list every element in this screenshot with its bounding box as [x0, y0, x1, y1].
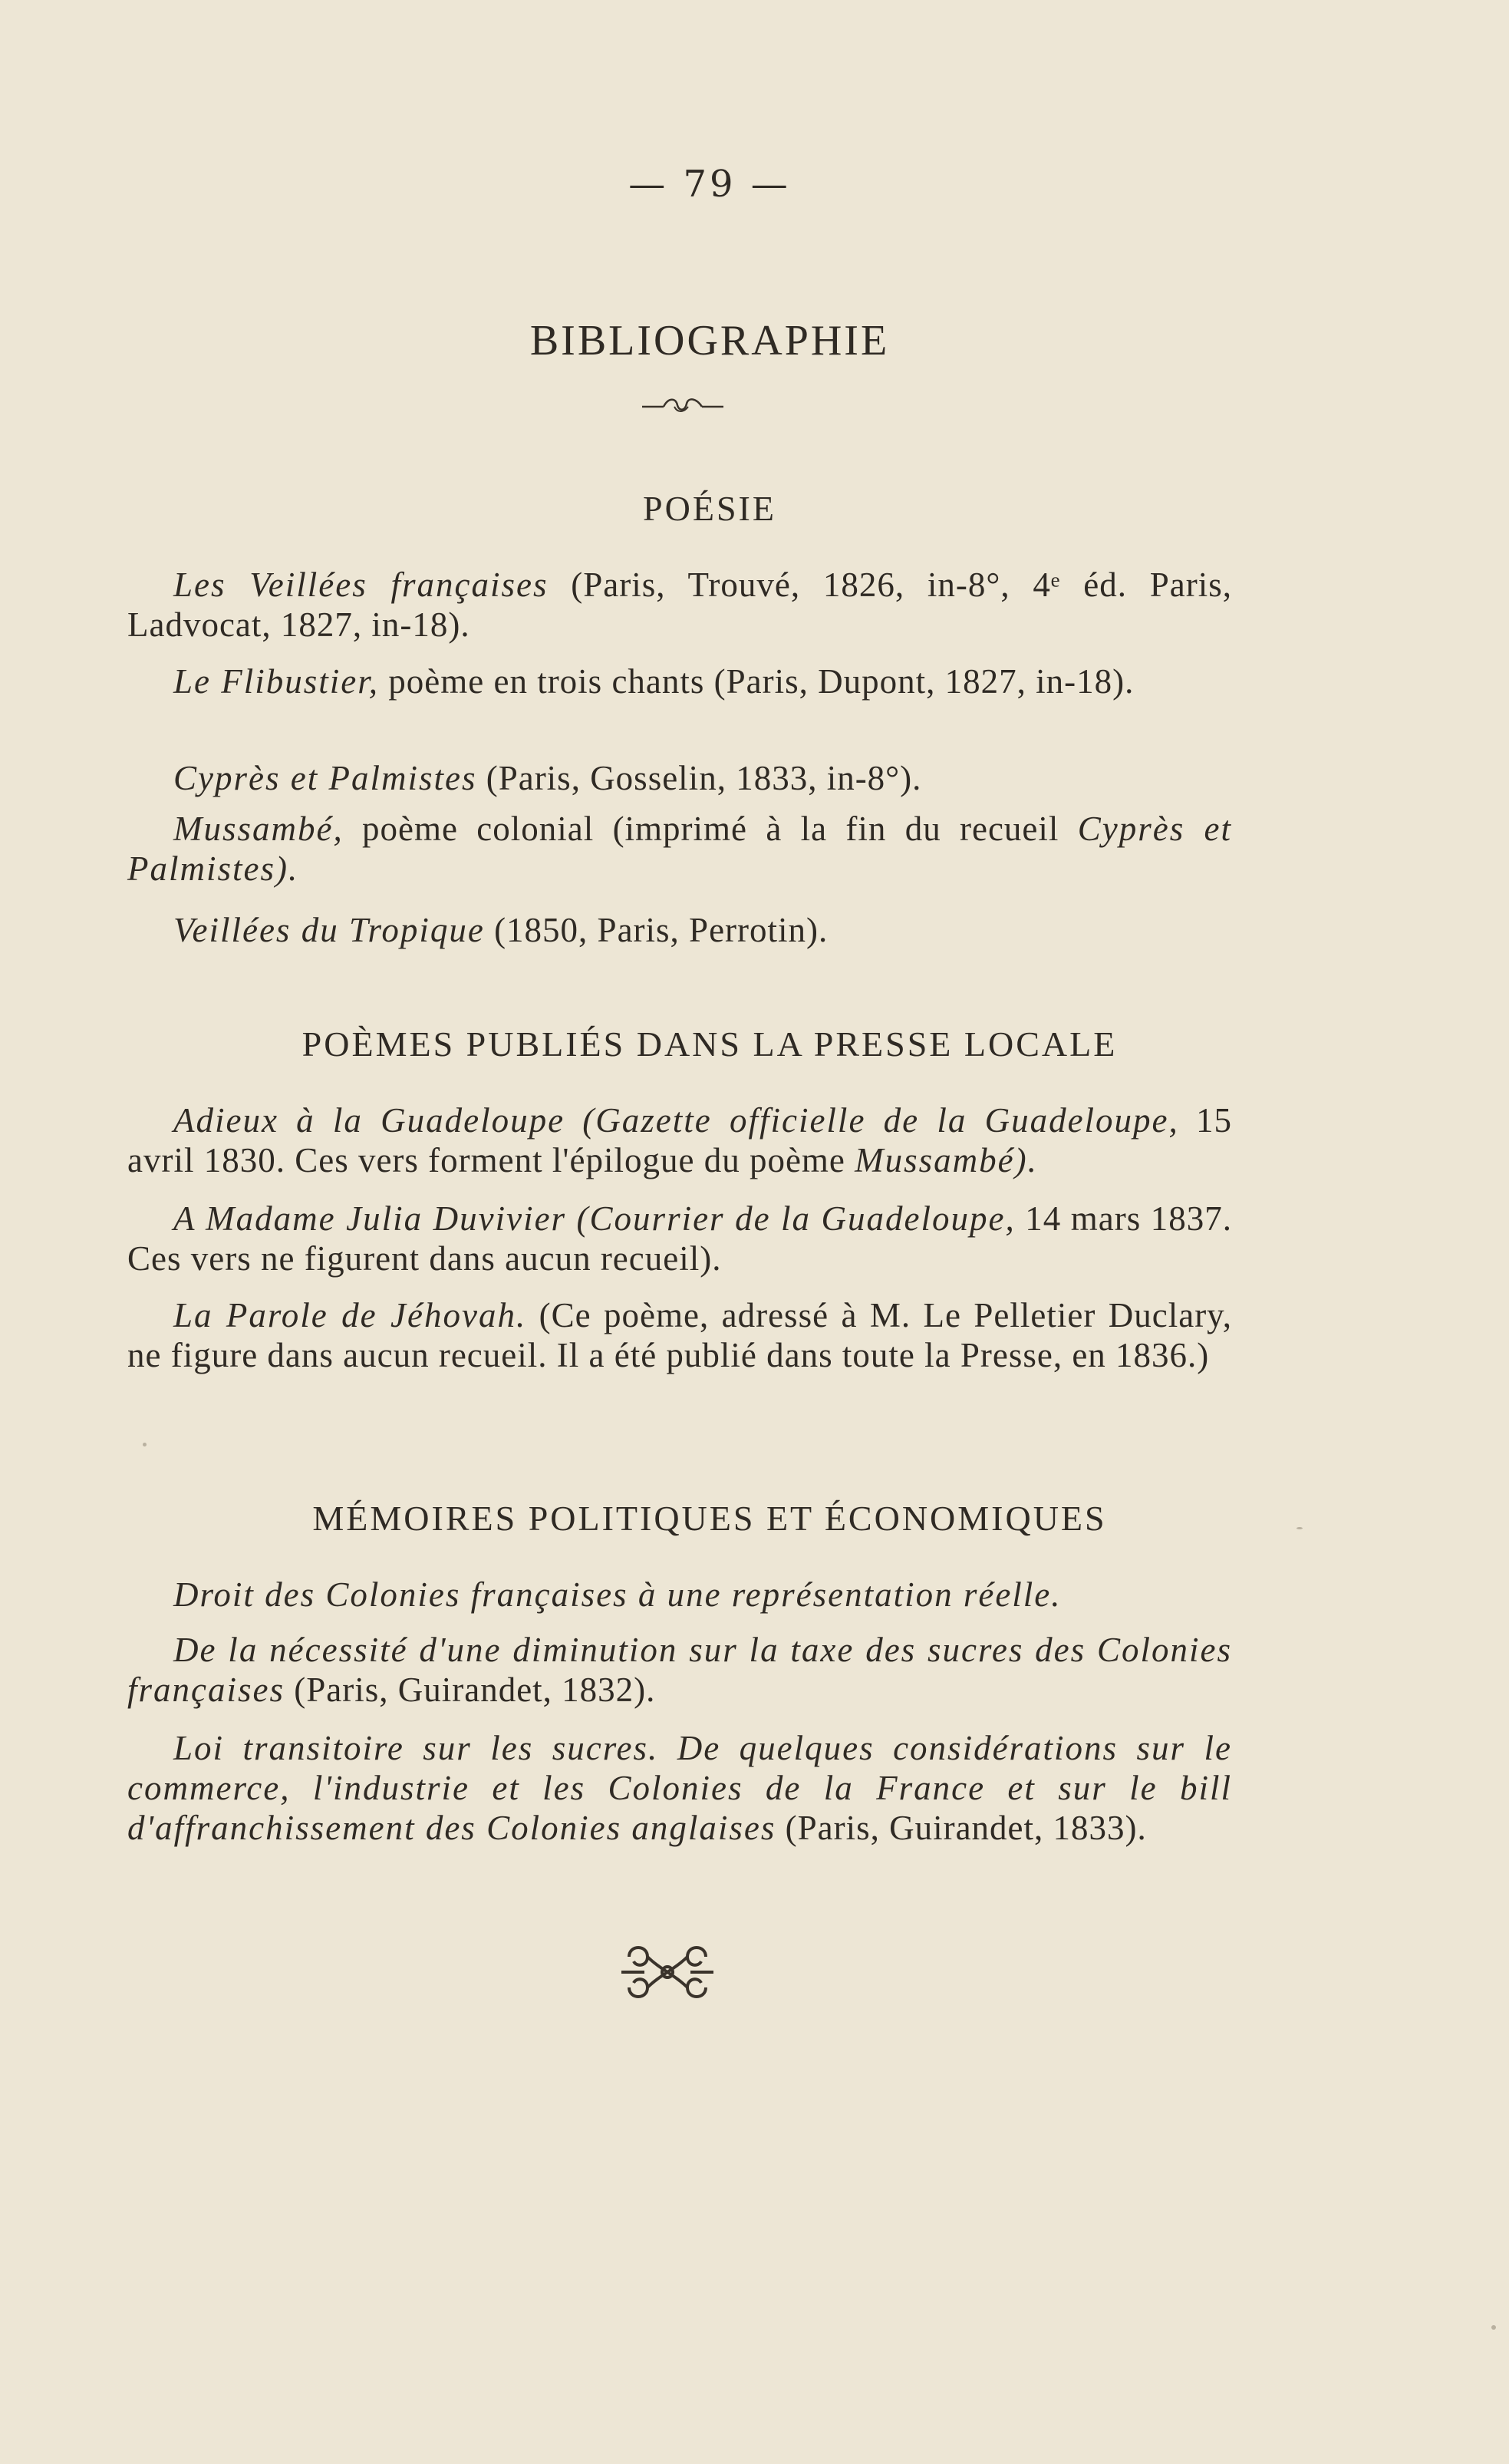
bibliography-entry [127, 1295, 1232, 1375]
entry-title: Loi transitoire sur les sucres. De quelques considérations sur le commerce, l'industrie et les Colonies de la France et sur le bill d'affranchissement des Colonies anglaises [127, 1729, 1232, 1847]
bibliography-entry [127, 1728, 1232, 1848]
entry-details: poème colonial (imprimé à la fin du recueil [343, 810, 1078, 848]
entry-title: Veillées du Tropique [173, 911, 485, 949]
entry-details: (Paris, Guirandet, 1833). [776, 1809, 1147, 1847]
entry-details: (1850, Paris, Perrotin). [484, 911, 829, 949]
title-ornament-icon [641, 393, 725, 416]
bibliography-entry [127, 1199, 1232, 1278]
bibliography-entry [127, 1630, 1232, 1710]
bibliography-entry [127, 1575, 1232, 1615]
entry-poem-title: Mussambé). [855, 1141, 1038, 1179]
paper-speck [1491, 2325, 1496, 2330]
fleuron-ornament-icon [614, 1941, 721, 2003]
entry-title: A Madame Julia Duvivier (Courrier de la Guadeloupe, [173, 1199, 1016, 1238]
section-heading-presse-locale: POÈMES PUBLIÉS DANS LA PRESSE LOCALE [301, 1024, 1118, 1064]
entry-details: (Paris, Gosselin, 1833, in-8°). [476, 759, 922, 797]
entry-title: Droit des Colonies françaises à une représentation réelle. [173, 1575, 1062, 1614]
paper-speck [1296, 1527, 1303, 1529]
entry-title: Le Flibustier, [173, 662, 380, 701]
entry-title: Mussambé, [173, 810, 344, 848]
entry-details: 15 avril 1830. Ces vers forment l'épilogue du poème [127, 1101, 1233, 1179]
entry-details: (Paris, Trouvé, 1826, in-8°, 4ᵉ éd. Paris, Ladvocat, 1827, in-18). [127, 566, 1232, 644]
bibliography-entry [127, 565, 1232, 645]
entry-collection-title: Cyprès et Palmistes). [127, 810, 1233, 888]
entry-details: (Paris, Guirandet, 1832). [285, 1671, 656, 1709]
entry-title: Cyprès et Palmistes [173, 759, 477, 797]
entry-details: (Ce poème, adressé à M. Le Pelletier Duclary, ne figure dans aucun recueil. Il a été publié dans toute la Presse, en 1836.) [127, 1296, 1233, 1374]
entry-title: Les Veillées françaises [173, 566, 549, 604]
paper-speck [143, 1443, 147, 1446]
entry-details: 14 mars 1837. Ces vers ne figurent dans aucun recueil). [127, 1199, 1232, 1278]
entry-title: Adieux à la Guadeloupe (Gazette officielle de la Guadeloupe, [173, 1101, 1179, 1140]
bibliography-entry [127, 661, 1232, 701]
entry-title: La Parole de Jéhovah. [173, 1296, 527, 1334]
entry-title: De la nécessité d'une diminution sur la taxe des sucres des Colonies françaises [127, 1631, 1232, 1709]
bibliography-entry [127, 809, 1232, 889]
bibliography-entry [127, 910, 1232, 950]
bibliography-entry [127, 758, 1232, 798]
entry-details: poème en trois chants (Paris, Dupont, 1827, in-18). [379, 662, 1135, 701]
page-number: — 79 — [628, 163, 791, 206]
bibliography-entry [127, 1100, 1232, 1180]
section-heading-poesie: POÉSIE [643, 489, 776, 528]
section-heading-memoires: MÉMOIRES POLITIQUES ET ÉCONOMIQUES [312, 1499, 1107, 1538]
page-title: BIBLIOGRAPHIE [529, 317, 890, 364]
